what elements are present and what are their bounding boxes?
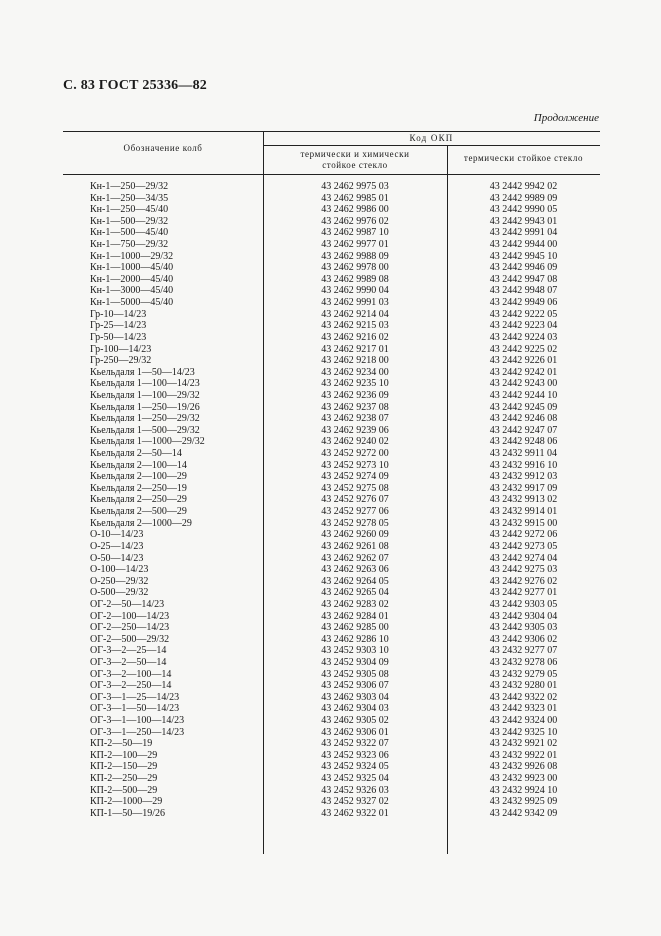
flask-designation: ОГ-2—250—14/23 xyxy=(90,622,170,634)
okp-code-chem-resistant: 43 2452 9304 09 xyxy=(321,656,389,668)
okp-code-heat-resistant: 43 2432 9279 05 xyxy=(489,668,558,680)
table-row xyxy=(63,808,600,820)
flask-designation: Кьельдаля 2—500—29 xyxy=(90,506,187,518)
table-row xyxy=(63,297,600,309)
okp-code-heat-resistant: 43 2442 9324 00 xyxy=(489,715,558,727)
table-row xyxy=(63,553,600,565)
table-row xyxy=(63,251,600,263)
okp-code-heat-resistant: 43 2442 9303 05 xyxy=(489,598,558,610)
flask-designation: Кьельдаля 1—500—29/32 xyxy=(90,424,200,436)
flask-designation: Кн-1—1000—45/40 xyxy=(90,262,174,274)
okp-code-chem-resistant: 43 2462 9284 01 xyxy=(321,610,389,622)
flask-designation: ОГ-3—2—50—14 xyxy=(90,656,167,668)
flask-designation: Кьельдаля 2—100—29 xyxy=(90,471,187,483)
header-heat-resistant: термически стойкое стекло xyxy=(463,153,584,163)
flask-designation: О-10—14/23 xyxy=(90,529,144,541)
table-row xyxy=(63,715,600,727)
flask-designation: ОГ-2—50—14/23 xyxy=(90,598,165,610)
okp-code-heat-resistant: 43 2432 9912 03 xyxy=(489,471,558,483)
okp-code-chem-resistant: 43 2462 9286 10 xyxy=(321,633,389,645)
okp-code-chem-resistant: 43 2462 9976 02 xyxy=(321,215,389,227)
table-row xyxy=(63,483,600,495)
table-row xyxy=(63,541,600,553)
table-row xyxy=(63,587,600,599)
okp-code-heat-resistant: 43 2442 9304 04 xyxy=(489,610,558,622)
table-row xyxy=(63,193,600,205)
okp-code-chem-resistant: 43 2462 9986 00 xyxy=(321,204,389,216)
okp-code-chem-resistant: 43 2462 9987 10 xyxy=(321,227,389,239)
table-top-rule xyxy=(63,131,600,132)
table-row xyxy=(63,285,600,297)
okp-code-chem-resistant: 43 2452 9306 07 xyxy=(321,680,389,692)
okp-code-chem-resistant: 43 2462 9306 01 xyxy=(321,726,389,738)
table-row xyxy=(63,506,600,518)
okp-code-chem-resistant: 43 2462 9978 00 xyxy=(321,262,389,274)
okp-code-heat-resistant: 43 2442 9949 06 xyxy=(489,297,558,309)
okp-code-chem-resistant: 43 2452 9303 10 xyxy=(321,645,389,657)
table-row xyxy=(63,471,600,483)
flask-designation: Кн-1—250—29/32 xyxy=(90,181,169,192)
okp-code-heat-resistant: 43 2442 9946 09 xyxy=(489,262,558,274)
okp-code-heat-resistant: 43 2432 9916 10 xyxy=(489,459,558,471)
flask-designation: КП-2—100—29 xyxy=(90,749,158,761)
table-row xyxy=(63,622,600,634)
flask-designation: Кн-1—750—29/32 xyxy=(90,239,169,251)
flask-designation: Кьельдаля 1—100—29/32 xyxy=(90,389,200,401)
okp-code-heat-resistant: 43 2442 9224 03 xyxy=(489,331,558,343)
okp-code-heat-resistant: 43 2432 9925 09 xyxy=(489,796,558,808)
okp-code-chem-resistant: 43 2462 9216 02 xyxy=(321,331,389,343)
okp-code-heat-resistant: 43 2442 9947 08 xyxy=(489,273,558,285)
table-row xyxy=(63,680,600,692)
okp-code-heat-resistant: 43 2442 9943 01 xyxy=(489,215,558,227)
okp-code-chem-resistant: 43 2462 9985 01 xyxy=(321,192,389,204)
okp-code-chem-resistant: 43 2462 9990 04 xyxy=(321,285,389,297)
table-row xyxy=(63,448,600,460)
table-row xyxy=(63,436,600,448)
okp-code-chem-resistant: 43 2462 9239 06 xyxy=(321,424,389,436)
flask-designation: Кьельдаля 2—50—14 xyxy=(90,448,182,460)
okp-code-chem-resistant: 43 2462 9218 00 xyxy=(321,355,389,367)
table-row xyxy=(63,727,600,739)
flask-designation: О-25—14/23 xyxy=(90,540,144,552)
okp-code-heat-resistant: 43 2432 9917 09 xyxy=(489,482,558,494)
okp-code-chem-resistant: 43 2452 9277 06 xyxy=(321,506,389,518)
okp-code-chem-resistant: 43 2452 9325 04 xyxy=(321,773,389,785)
flask-designation: ОГ-3—2—25—14 xyxy=(90,645,167,657)
flask-designation: О-100—14/23 xyxy=(90,564,149,576)
okp-code-heat-resistant: 43 2442 9306 02 xyxy=(489,633,558,645)
flask-designation: Кн-1—1000—29/32 xyxy=(90,250,174,262)
table-row xyxy=(63,494,600,506)
table-row xyxy=(63,320,600,332)
okp-code-heat-resistant: 43 2432 9280 01 xyxy=(489,680,558,692)
okp-code-heat-resistant: 43 2442 9948 07 xyxy=(489,285,558,297)
flask-designation: Гр-50—14/23 xyxy=(90,331,147,343)
okp-code-chem-resistant: 43 2462 9283 02 xyxy=(321,598,389,610)
flask-designation: ОГ-2—500—29/32 xyxy=(90,633,170,645)
okp-code-heat-resistant: 43 2432 9277 07 xyxy=(489,645,558,657)
flask-designation: Кьельдаля 2—1000—29 xyxy=(90,517,192,529)
flask-designation: Кн-1—3000—45/40 xyxy=(90,285,174,297)
code-header-rule xyxy=(263,145,600,146)
flask-designation: КП-1—50—19/26 xyxy=(90,807,165,819)
table-row xyxy=(63,262,600,274)
okp-code-heat-resistant: 43 2442 9225 02 xyxy=(489,343,558,355)
okp-code-chem-resistant: 43 2452 9322 07 xyxy=(321,738,389,750)
table-row xyxy=(63,355,600,367)
table-row xyxy=(63,669,600,681)
continuation-label: Продолжение xyxy=(533,112,599,124)
okp-code-chem-resistant: 43 2462 9305 02 xyxy=(321,715,389,727)
table-row xyxy=(63,611,600,623)
header-chem-resistant-line1: термически и химически xyxy=(300,149,410,159)
okp-code-chem-resistant: 43 2452 9274 09 xyxy=(321,471,389,483)
okp-code-heat-resistant: 43 2432 9926 08 xyxy=(489,761,558,773)
okp-code-chem-resistant: 43 2462 9262 07 xyxy=(321,552,389,564)
flask-designation: ОГ-3—1—50—14/23 xyxy=(90,703,180,715)
okp-code-heat-resistant: 43 2442 9274 04 xyxy=(489,552,558,564)
flask-designation: ОГ-3—1—25—14/23 xyxy=(90,691,180,703)
flask-designation: ОГ-2—100—14/23 xyxy=(90,610,170,622)
table-row xyxy=(63,227,600,239)
table-row xyxy=(63,425,600,437)
okp-code-heat-resistant: 43 2442 9944 00 xyxy=(489,239,558,251)
okp-code-heat-resistant: 43 2432 9911 04 xyxy=(489,448,558,460)
okp-code-chem-resistant: 43 2462 9261 08 xyxy=(321,540,389,552)
table-row xyxy=(63,773,600,785)
table-row xyxy=(63,564,600,576)
flask-designation: Кьельдаля 1—100—14/23 xyxy=(90,378,200,390)
flask-designation: Кьельдаля 2—250—19 xyxy=(90,482,187,494)
okp-code-heat-resistant: 43 2442 9245 09 xyxy=(489,401,558,413)
okp-code-heat-resistant: 43 2432 9923 00 xyxy=(489,773,558,785)
flask-designation: Кн-1—250—34/35 xyxy=(90,192,169,204)
okp-code-heat-resistant: 43 2442 9945 10 xyxy=(489,250,558,262)
okp-code-chem-resistant: 43 2452 9326 03 xyxy=(321,784,389,796)
okp-code-heat-resistant: 43 2442 9275 03 xyxy=(489,564,558,576)
okp-code-heat-resistant: 43 2442 9942 02 xyxy=(489,181,558,192)
header-chem-resistant xyxy=(263,149,447,171)
okp-code-heat-resistant: 43 2442 9989 09 xyxy=(489,192,558,204)
okp-code-chem-resistant: 43 2452 9275 08 xyxy=(321,482,389,494)
okp-code-heat-resistant: 43 2442 9276 02 xyxy=(489,575,558,587)
okp-code-heat-resistant: 43 2432 9921 02 xyxy=(489,738,558,750)
header-code-okp: Код ОКП xyxy=(409,133,454,143)
okp-code-chem-resistant: 43 2462 9260 09 xyxy=(321,529,389,541)
okp-code-heat-resistant: 43 2442 9272 06 xyxy=(489,529,558,541)
okp-code-heat-resistant: 43 2432 9914 01 xyxy=(489,506,558,518)
okp-code-chem-resistant: 43 2462 9265 04 xyxy=(321,587,389,599)
okp-code-chem-resistant: 43 2462 9988 09 xyxy=(321,250,389,262)
flask-designation: Гр-100—14/23 xyxy=(90,343,152,355)
header-designation: Обозначение колб xyxy=(123,143,203,153)
okp-code-heat-resistant: 43 2442 9223 04 xyxy=(489,320,558,332)
table-row xyxy=(63,367,600,379)
table-row xyxy=(63,216,600,228)
table-row xyxy=(63,796,600,808)
okp-code-heat-resistant: 43 2442 9248 06 xyxy=(489,436,558,448)
okp-code-chem-resistant: 43 2462 9217 01 xyxy=(321,343,389,355)
table-row xyxy=(63,390,600,402)
table-row xyxy=(63,692,600,704)
okp-code-chem-resistant: 43 2462 9285 00 xyxy=(321,622,389,634)
okp-code-chem-resistant: 43 2452 9323 06 xyxy=(321,749,389,761)
okp-code-chem-resistant: 43 2462 9234 00 xyxy=(321,366,389,378)
flask-designation: О-50—14/23 xyxy=(90,552,144,564)
flask-designation: О-500—29/32 xyxy=(90,587,149,599)
table-header-rule xyxy=(63,174,600,175)
okp-code-heat-resistant: 43 2442 9305 03 xyxy=(489,622,558,634)
okp-code-chem-resistant: 43 2462 9975 03 xyxy=(321,181,389,192)
okp-code-heat-resistant: 43 2442 9242 01 xyxy=(489,366,558,378)
table-row xyxy=(63,576,600,588)
table-row xyxy=(63,518,600,530)
table-row xyxy=(63,785,600,797)
okp-code-chem-resistant: 43 2452 9278 05 xyxy=(321,517,389,529)
okp-code-heat-resistant: 43 2442 9246 08 xyxy=(489,413,558,425)
table-row xyxy=(63,645,600,657)
table-row xyxy=(63,332,600,344)
flask-designation: Кн-1—2000—45/40 xyxy=(90,273,174,285)
okp-code-heat-resistant: 43 2442 9322 02 xyxy=(489,691,558,703)
header-chem-resistant-line2: стойкое стекло xyxy=(322,160,388,170)
okp-code-chem-resistant: 43 2462 9977 01 xyxy=(321,239,389,251)
table-row xyxy=(63,634,600,646)
okp-code-heat-resistant: 43 2442 9244 10 xyxy=(489,389,558,401)
okp-code-chem-resistant: 43 2452 9276 07 xyxy=(321,494,389,506)
table-body xyxy=(63,181,600,820)
table-row xyxy=(63,738,600,750)
okp-code-chem-resistant: 43 2462 9237 08 xyxy=(321,401,389,413)
okp-code-chem-resistant: 43 2462 9236 09 xyxy=(321,389,389,401)
okp-code-heat-resistant: 43 2442 9243 00 xyxy=(489,378,558,390)
table-row xyxy=(63,378,600,390)
okp-code-chem-resistant: 43 2462 9989 08 xyxy=(321,273,389,285)
table-row xyxy=(63,750,600,762)
flask-designation: КП-2—500—29 xyxy=(90,784,158,796)
flask-designation: ОГ-3—1—100—14/23 xyxy=(90,715,185,727)
okp-code-chem-resistant: 43 2462 9235 10 xyxy=(321,378,389,390)
table-row xyxy=(63,529,600,541)
okp-code-chem-resistant: 43 2462 9991 03 xyxy=(321,297,389,309)
flask-designation: Кн-1—5000—45/40 xyxy=(90,297,174,309)
okp-code-heat-resistant: 43 2442 9273 05 xyxy=(489,540,558,552)
table-row xyxy=(63,761,600,773)
okp-code-heat-resistant: 43 2432 9922 01 xyxy=(489,749,558,761)
okp-code-heat-resistant: 43 2442 9222 05 xyxy=(489,308,558,320)
flask-designation: Гр-25—14/23 xyxy=(90,320,147,332)
okp-code-chem-resistant: 43 2462 9214 04 xyxy=(321,308,389,320)
table-row xyxy=(63,413,600,425)
table-row xyxy=(63,344,600,356)
okp-code-heat-resistant: 43 2442 9342 09 xyxy=(489,807,558,819)
table-row xyxy=(63,239,600,251)
table-row xyxy=(63,703,600,715)
okp-code-chem-resistant: 43 2452 9305 08 xyxy=(321,668,389,680)
flask-designation: ОГ-3—2—100—14 xyxy=(90,668,172,680)
okp-code-chem-resistant: 43 2462 9263 06 xyxy=(321,564,389,576)
flask-designation: Гр-10—14/23 xyxy=(90,308,147,320)
flask-designation: Кн-1—500—45/40 xyxy=(90,227,169,239)
table-row xyxy=(63,460,600,472)
flask-designation: Кн-1—500—29/32 xyxy=(90,215,169,227)
okp-code-heat-resistant: 43 2432 9924 10 xyxy=(489,784,558,796)
table-row xyxy=(63,274,600,286)
flask-designation: КП-2—1000—29 xyxy=(90,796,163,808)
table-row xyxy=(63,599,600,611)
table-row xyxy=(63,204,600,216)
flask-designation: Кьельдаля 2—250—29 xyxy=(90,494,187,506)
table-row xyxy=(63,181,600,193)
okp-code-heat-resistant: 43 2432 9915 00 xyxy=(489,517,558,529)
page-header: С. 83 ГОСТ 25336—82 xyxy=(63,78,207,93)
flask-designation: КП-2—50—19 xyxy=(90,738,153,750)
okp-code-chem-resistant: 43 2462 9303 04 xyxy=(321,691,389,703)
flask-designation: Кьельдаля 1—50—14/23 xyxy=(90,366,195,378)
flask-designation: ОГ-3—2—250—14 xyxy=(90,680,172,692)
table-row xyxy=(63,657,600,669)
okp-code-chem-resistant: 43 2462 9322 01 xyxy=(321,807,389,819)
okp-code-chem-resistant: 43 2452 9272 00 xyxy=(321,448,389,460)
okp-code-heat-resistant: 43 2442 9990 05 xyxy=(489,204,558,216)
flask-designation: ОГ-3—1—250—14/23 xyxy=(90,726,185,738)
okp-code-heat-resistant: 43 2432 9278 06 xyxy=(489,656,558,668)
flask-designation: Кьельдаля 2—100—14 xyxy=(90,459,187,471)
table-row xyxy=(63,402,600,414)
okp-code-heat-resistant: 43 2442 9247 07 xyxy=(489,424,558,436)
flask-designation: Гр-250—29/32 xyxy=(90,355,152,367)
okp-code-heat-resistant: 43 2442 9325 10 xyxy=(489,726,558,738)
flask-designation: Кьельдаля 1—250—19/26 xyxy=(90,401,200,413)
flask-designation: О-250—29/32 xyxy=(90,575,149,587)
okp-code-heat-resistant: 43 2442 9323 01 xyxy=(489,703,558,715)
flask-designation: КП-2—250—29 xyxy=(90,773,158,785)
table-row xyxy=(63,309,600,321)
flask-designation: Кн-1—250—45/40 xyxy=(90,204,169,216)
okp-code-chem-resistant: 43 2462 9264 05 xyxy=(321,575,389,587)
okp-code-heat-resistant: 43 2442 9226 01 xyxy=(489,355,558,367)
okp-code-chem-resistant: 43 2462 9304 03 xyxy=(321,703,389,715)
okp-code-heat-resistant: 43 2442 9277 01 xyxy=(489,587,558,599)
okp-code-chem-resistant: 43 2462 9215 03 xyxy=(321,320,389,332)
flask-designation: КП-2—150—29 xyxy=(90,761,158,773)
okp-code-heat-resistant: 43 2432 9913 02 xyxy=(489,494,558,506)
flask-designation: Кьельдаля 1—250—29/32 xyxy=(90,413,200,425)
okp-code-chem-resistant: 43 2452 9327 02 xyxy=(321,796,389,808)
okp-code-chem-resistant: 43 2452 9324 05 xyxy=(321,761,389,773)
okp-code-chem-resistant: 43 2462 9238 07 xyxy=(321,413,389,425)
okp-code-chem-resistant: 43 2452 9273 10 xyxy=(321,459,389,471)
okp-code-heat-resistant: 43 2442 9991 04 xyxy=(489,227,558,239)
flask-designation: Кьельдаля 1—1000—29/32 xyxy=(90,436,205,448)
okp-code-chem-resistant: 43 2462 9240 02 xyxy=(321,436,389,448)
